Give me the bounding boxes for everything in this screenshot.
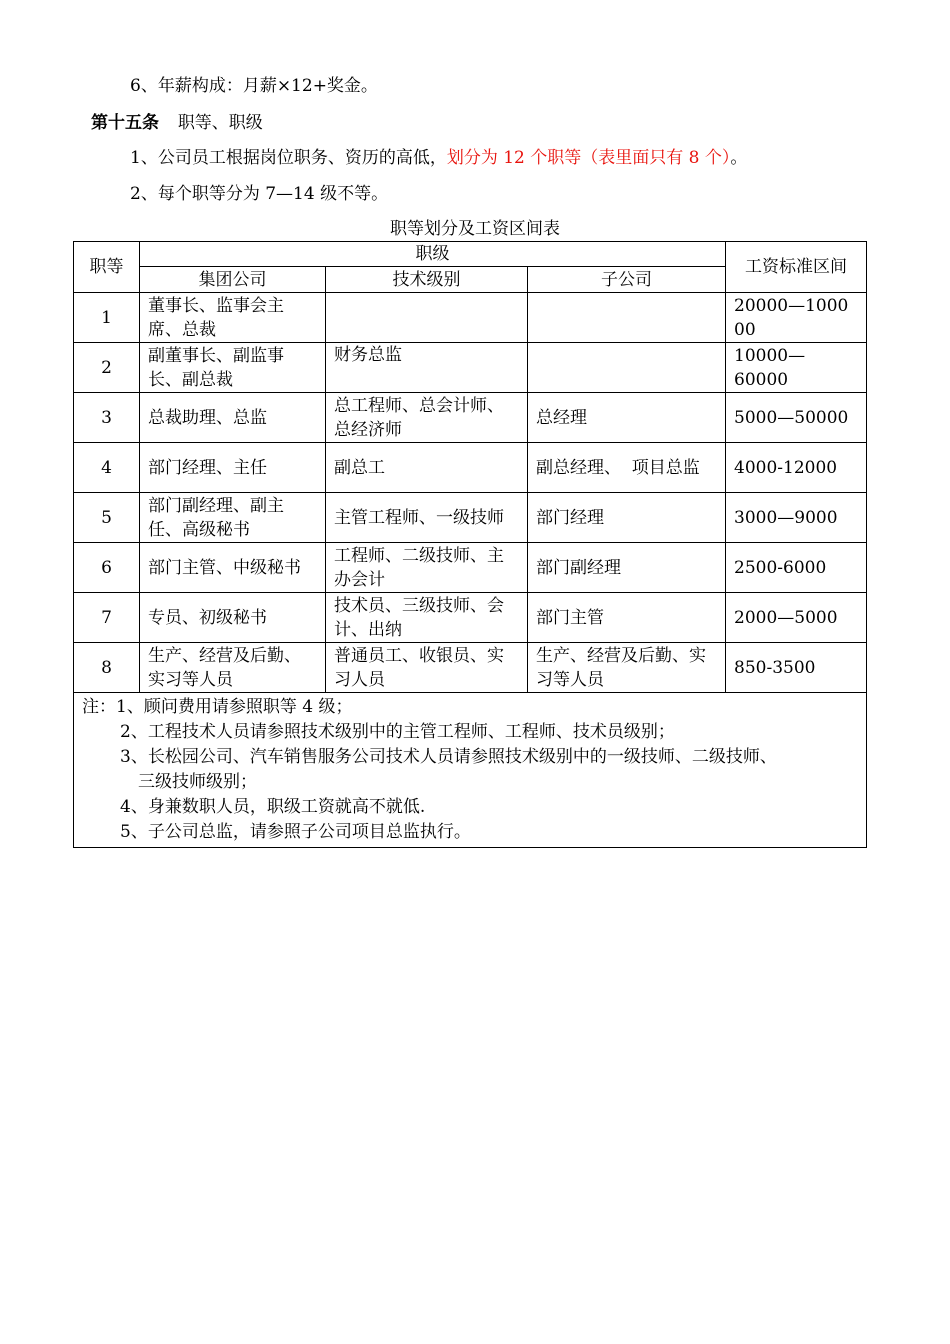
cell-sub: 部门经理 <box>528 493 726 543</box>
cell-salary: 2000—5000 <box>726 593 867 643</box>
article-number: 第十五条 <box>91 113 159 133</box>
note-item: 三级技师级别； <box>138 772 257 792</box>
header-sub: 子公司 <box>528 267 726 293</box>
article-title: 职等、职级 <box>177 113 263 133</box>
table-row <box>74 293 867 343</box>
table-row <box>74 593 867 643</box>
note-item: 注：1、顾问费用请参照职等 4 级； <box>82 697 353 717</box>
header-salary: 工资标准区间 <box>726 242 867 293</box>
paragraph-1 <box>130 147 747 169</box>
paragraph-1-end: 。 <box>730 148 748 168</box>
cell-grade: 1 <box>74 293 140 343</box>
cell-sub: 部门主管 <box>528 593 726 643</box>
cell-grade: 7 <box>74 593 140 643</box>
cell-tech: 副总工 <box>326 443 528 493</box>
cell-tech: 普通员工、收银员、实习人员 <box>326 643 528 693</box>
cell-salary: 20000—100000 <box>726 293 867 343</box>
note-item: 5、子公司总监，请参照子公司项目总监执行。 <box>120 822 471 842</box>
cell-salary: 4000-12000 <box>726 443 867 493</box>
cell-tech: 技术员、三级技师、会计、出纳 <box>326 593 528 643</box>
cell-salary: 850-3500 <box>726 643 867 693</box>
cell-tech <box>326 293 528 343</box>
cell-sub: 部门副经理 <box>528 543 726 593</box>
cell-sub <box>528 343 726 393</box>
table-caption: 职等划分及工资区间表 <box>390 219 560 239</box>
cell-group: 副董事长、副监事长、副总裁 <box>140 343 326 393</box>
cell-salary: 2500-6000 <box>726 543 867 593</box>
cell-sub: 生产、经营及后勤、实习等人员 <box>528 643 726 693</box>
cell-grade: 5 <box>74 493 140 543</box>
cell-tech: 主管工程师、一级技师 <box>326 493 528 543</box>
article-heading-line <box>91 112 263 134</box>
table-row <box>74 443 867 493</box>
table-row <box>74 343 867 393</box>
cell-tech: 总工程师、总会计师、总经济师 <box>326 393 528 443</box>
cell-tech: 工程师、二级技师、主办会计 <box>326 543 528 593</box>
paragraph-2: 2、每个职等分为 7—14 级不等。 <box>130 184 389 204</box>
header-tech: 技术级别 <box>326 267 528 293</box>
header-grade: 职等 <box>74 242 140 293</box>
table-row <box>74 393 867 443</box>
header-group: 集团公司 <box>140 267 326 293</box>
salary-grade-table <box>73 241 867 848</box>
table-notes <box>74 693 867 848</box>
note-item: 3、长松园公司、汽车销售服务公司技术人员请参照技术级别中的一级技师、二级技师、 <box>120 747 777 767</box>
cell-salary: 3000—9000 <box>726 493 867 543</box>
cell-grade: 3 <box>74 393 140 443</box>
intro-item-6: 6、年薪构成：月薪×12+奖金。 <box>130 76 378 96</box>
cell-sub: 总经理 <box>528 393 726 443</box>
cell-tech: 财务总监 <box>326 343 528 393</box>
cell-sub: 副总经理、 项目总监 <box>528 443 726 493</box>
table-row <box>74 493 867 543</box>
note-item: 4、身兼数职人员，职级工资就高不就低. <box>120 797 426 817</box>
table-notes-row <box>74 693 867 848</box>
cell-group: 总裁助理、总监 <box>140 393 326 443</box>
table-row <box>74 543 867 593</box>
cell-group: 董事长、监事会主席、总裁 <box>140 293 326 343</box>
paragraph-1-highlight: 划分为 12 个职等（表里面只有 8 个） <box>446 148 731 168</box>
cell-group: 部门副经理、副主任、高级秘书 <box>140 493 326 543</box>
table-row <box>74 643 867 693</box>
cell-grade: 6 <box>74 543 140 593</box>
cell-group: 部门主管、中级秘书 <box>140 543 326 593</box>
cell-salary: 10000—60000 <box>726 343 867 393</box>
cell-grade: 2 <box>74 343 140 393</box>
cell-salary: 5000—50000 <box>726 393 867 443</box>
cell-sub <box>528 293 726 343</box>
cell-group: 专员、初级秘书 <box>140 593 326 643</box>
note-item: 2、工程技术人员请参照技术级别中的主管工程师、工程师、技术员级别； <box>120 722 675 742</box>
cell-group: 部门经理、主任 <box>140 443 326 493</box>
cell-group: 生产、经营及后勤、实习等人员 <box>140 643 326 693</box>
paragraph-1-start: 1、公司员工根据岗位职务、资历的高低， <box>130 148 447 168</box>
cell-grade: 8 <box>74 643 140 693</box>
cell-grade: 4 <box>74 443 140 493</box>
header-level: 职级 <box>140 242 726 267</box>
